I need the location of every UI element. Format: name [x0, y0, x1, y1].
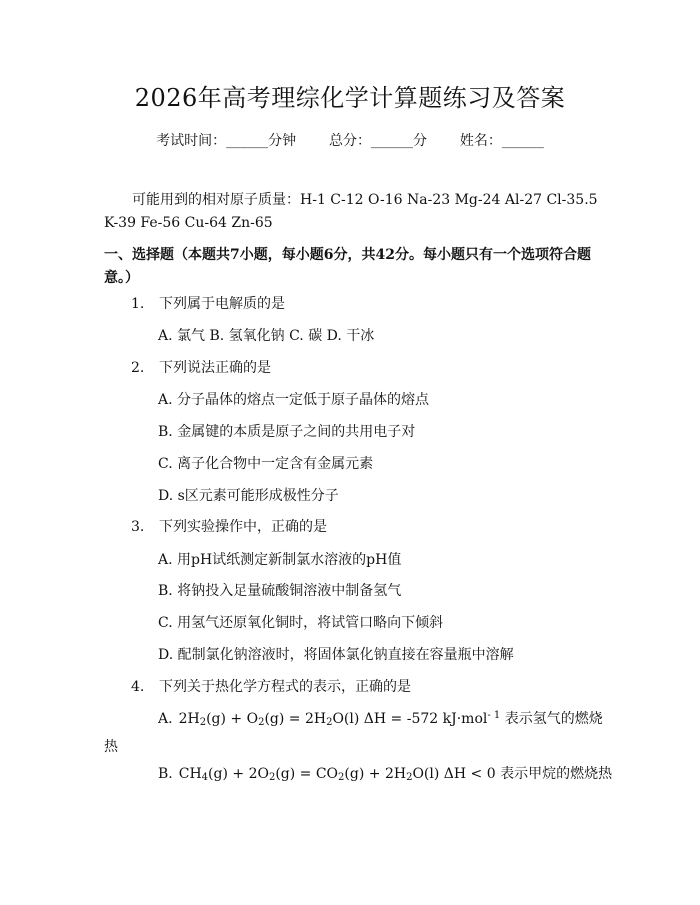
option-a: A. 用pH试纸测定新制氯水溶液的pH值: [158, 552, 402, 568]
section-heading: 一、选择题（本题共7小题，每小题6分，共42分。每小题只有一个选项符合题意。）: [104, 247, 591, 286]
question-number: 3.: [131, 519, 145, 535]
score-label: 总分：: [329, 133, 371, 149]
page-title: 2026年高考理综化学计算题练习及答案: [134, 84, 566, 112]
option-c: C. 离子化合物中一定含有金属元素: [158, 456, 374, 472]
option-b: B. $CH_4(g) + 2O_2(g) = CO_2(g) + 2H_2O(l) \Delta H < 0$ 表示甲烷的燃烧热: [158, 766, 613, 783]
score-blank: ______: [371, 133, 413, 149]
option-a: A. 分子晶体的熔点一定低于原子晶体的熔点: [158, 392, 430, 408]
name-label: 姓名：: [459, 133, 502, 149]
exam-info-line: [0, 129, 700, 153]
time-label: 考试时间：: [156, 133, 227, 149]
question-1-options: A. 氯气 B. 氢氧化钠 C. 碳 D. 干冰: [158, 328, 375, 344]
question-stem: 下列关于热化学方程式的表示，正确的是: [159, 679, 411, 695]
name-blank: ______: [501, 133, 544, 149]
question-number: 4.: [131, 679, 145, 695]
question-2: [131, 357, 271, 379]
question-number: 2.: [131, 360, 145, 376]
score-unit: 分: [413, 133, 427, 149]
question-stem: 下列说法正确的是: [159, 360, 271, 376]
option-c: C. 用氢气还原氧化铜时，将试管口略向下倾斜: [158, 615, 444, 631]
question-stem: 下列实验操作中，正确的是: [159, 519, 327, 535]
question-number: 1.: [131, 296, 145, 312]
question-1: [131, 293, 285, 315]
question-4: [131, 676, 411, 698]
option-d: D. 配制氯化钠溶液时，将固体氯化钠直接在容量瓶中溶解: [158, 647, 514, 663]
time-blank: ______: [226, 133, 269, 149]
question-stem: 下列属于电解质的是: [159, 296, 285, 312]
option-a: A. $2H_2(g) + O_2(g) = 2H_2O(l) \Delta H = -572$ kJ·mol$^{- 1}$ 表示氢气的燃烧热: [104, 710, 603, 755]
atomic-mass-note: 可能用到的相对原子质量：H-1 C-12 O-16 Na-23 Mg-24 Al-27 Cl-35.5 K-39 Fe-56 Cu-64 Zn-65: [104, 192, 598, 231]
time-unit: 分钟: [268, 133, 297, 149]
option-d: D. s区元素可能形成极性分子: [158, 488, 339, 504]
question-3: [131, 516, 327, 538]
option-b: B. 将钠投入足量硫酸铜溶液中制备氢气: [158, 583, 402, 599]
option-b: B. 金属键的本质是原子之间的共用电子对: [158, 424, 416, 440]
